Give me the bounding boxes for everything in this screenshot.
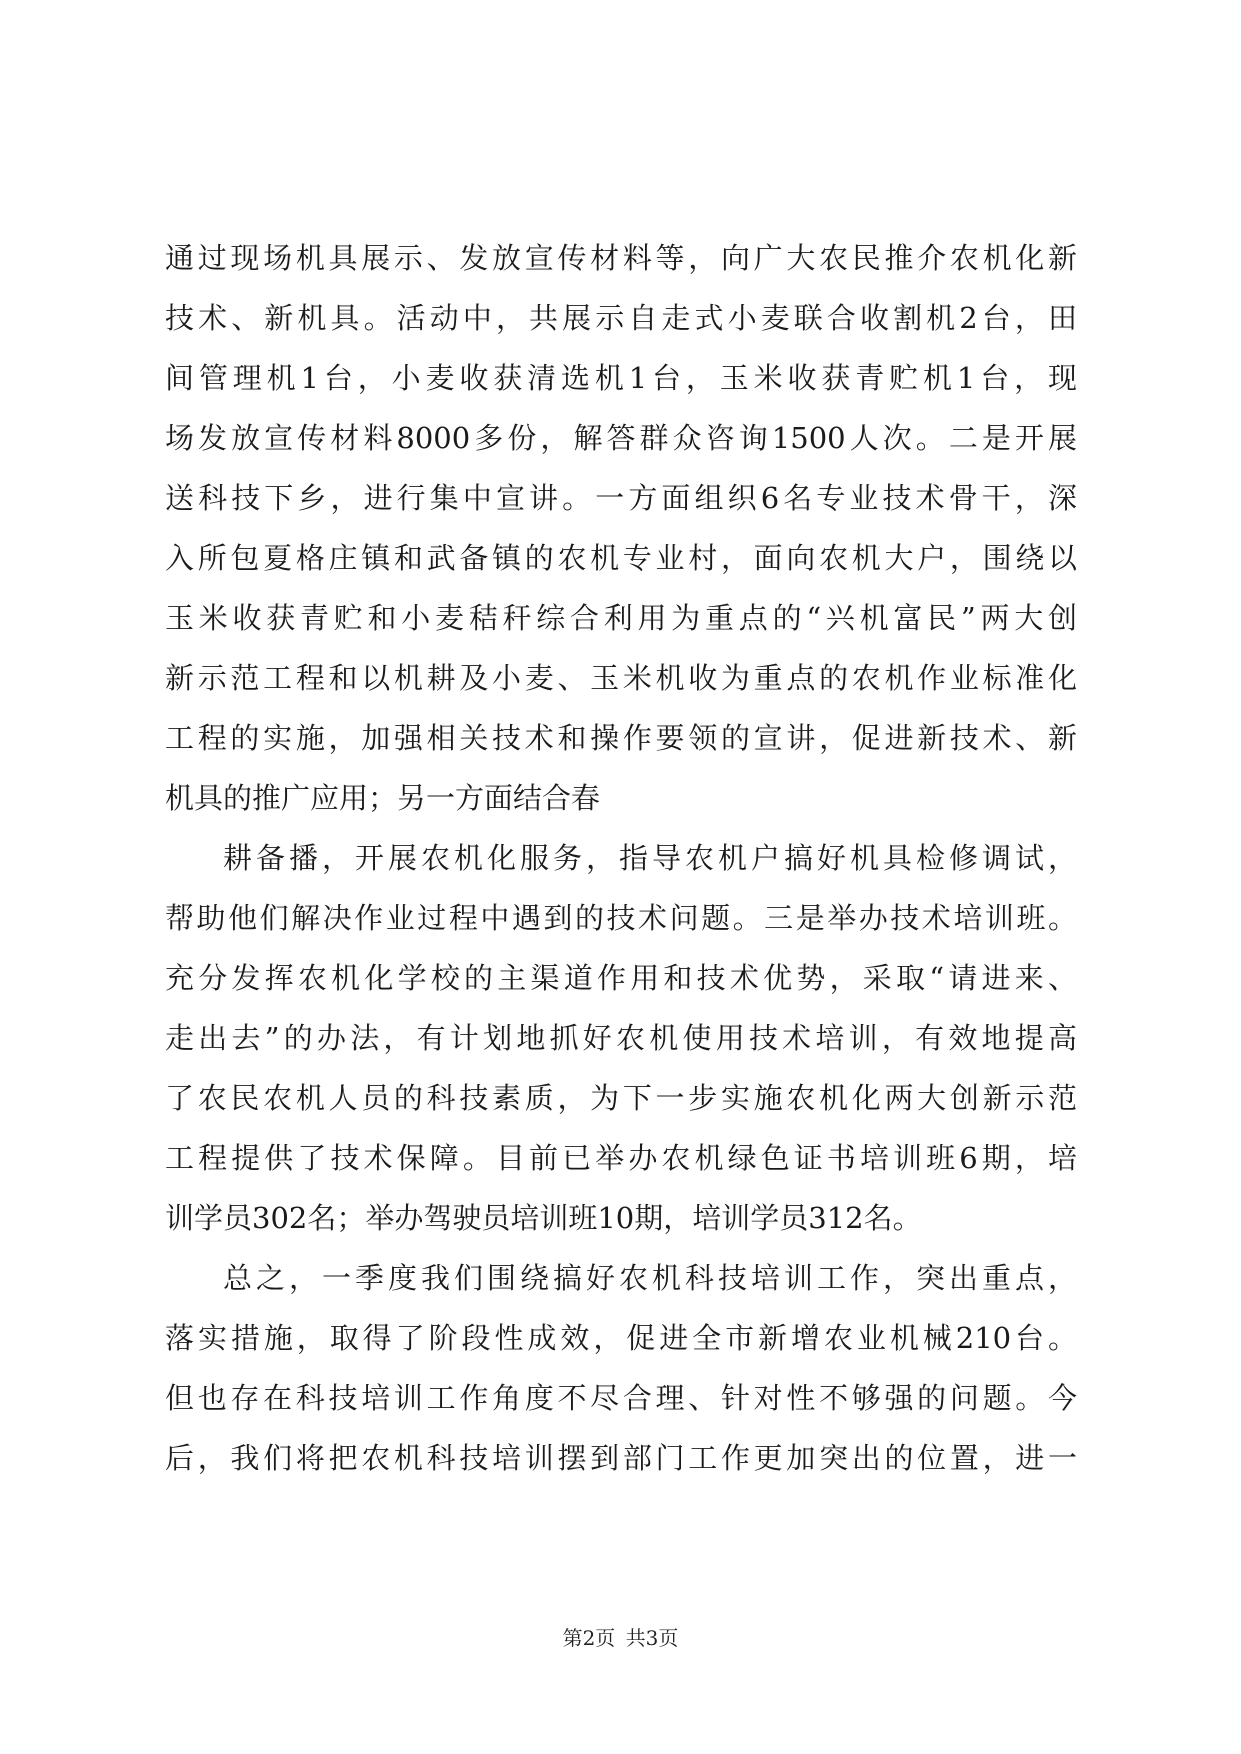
text-line: 耕备播，开展农机化服务，指导农机户搞好机具检修调试，	[223, 841, 1077, 875]
text-line: 但也存在科技培训工作角度不尽合理、针对性不够强的问题。今	[165, 1381, 1077, 1415]
text-line: 机具的推广应用；另一方面结合春	[165, 781, 601, 815]
text-line: 入所包夏格庄镇和武备镇的农机专业村，面向农机大户，围绕以	[165, 541, 1077, 575]
text-line: 训学员302名；举办驾驶员培训班10期，培训学员312名。	[165, 1201, 922, 1235]
text-line: 通过现场机具展示、发放宣传材料等，向广大农民推介农机化新	[165, 241, 1077, 275]
paragraph	[165, 228, 1077, 828]
text-line: 工程的实施，加强相关技术和操作要领的宣讲，促进新技术、新	[165, 721, 1077, 755]
text-line: 后，我们将把农机科技培训摆到部门工作更加突出的位置，进一	[165, 1441, 1077, 1475]
text-line: 走出去”的办法，有计划地抓好农机使用技术培训，有效地提高	[165, 1021, 1077, 1055]
text-line: 送科技下乡，进行集中宣讲。一方面组织6名专业技术骨干，深	[165, 481, 1077, 515]
page-total: 共3页	[625, 1626, 679, 1650]
text-line: 玉米收获青贮和小麦秸秆综合利用为重点的“兴机富民”两大创	[165, 601, 1077, 635]
text-line: 间管理机1台，小麦收获清选机1台，玉米收获青贮机1台，现	[165, 361, 1077, 395]
paragraph	[165, 828, 1077, 1248]
text-line: 总之，一季度我们围绕搞好农机科技培训工作，突出重点，	[223, 1261, 1077, 1295]
text-line: 工程提供了技术保障。目前已举办农机绿色证书培训班6期，培	[165, 1141, 1077, 1175]
text-line: 新示范工程和以机耕及小麦、玉米机收为重点的农机作业标准化	[165, 661, 1077, 695]
text-line: 场发放宣传材料8000多份，解答群众咨询1500人次。二是开展	[165, 421, 1077, 455]
page-footer	[0, 1622, 1241, 1651]
text-line: 了农民农机人员的科技素质，为下一步实施农机化两大创新示范	[165, 1081, 1077, 1115]
document-body	[165, 228, 1077, 1488]
text-line: 技术、新机具。活动中，共展示自走式小麦联合收割机2台，田	[165, 301, 1077, 335]
paragraph	[165, 1248, 1077, 1488]
text-line: 帮助他们解决作业过程中遇到的技术问题。三是举办技术培训班。	[165, 901, 1077, 935]
page-number: 第2页	[562, 1626, 616, 1650]
text-line: 落实措施，取得了阶段性成效，促进全市新增农业机械210台。	[165, 1321, 1077, 1355]
text-line: 充分发挥农机化学校的主渠道作用和技术优势，采取“请进来、	[165, 961, 1077, 995]
